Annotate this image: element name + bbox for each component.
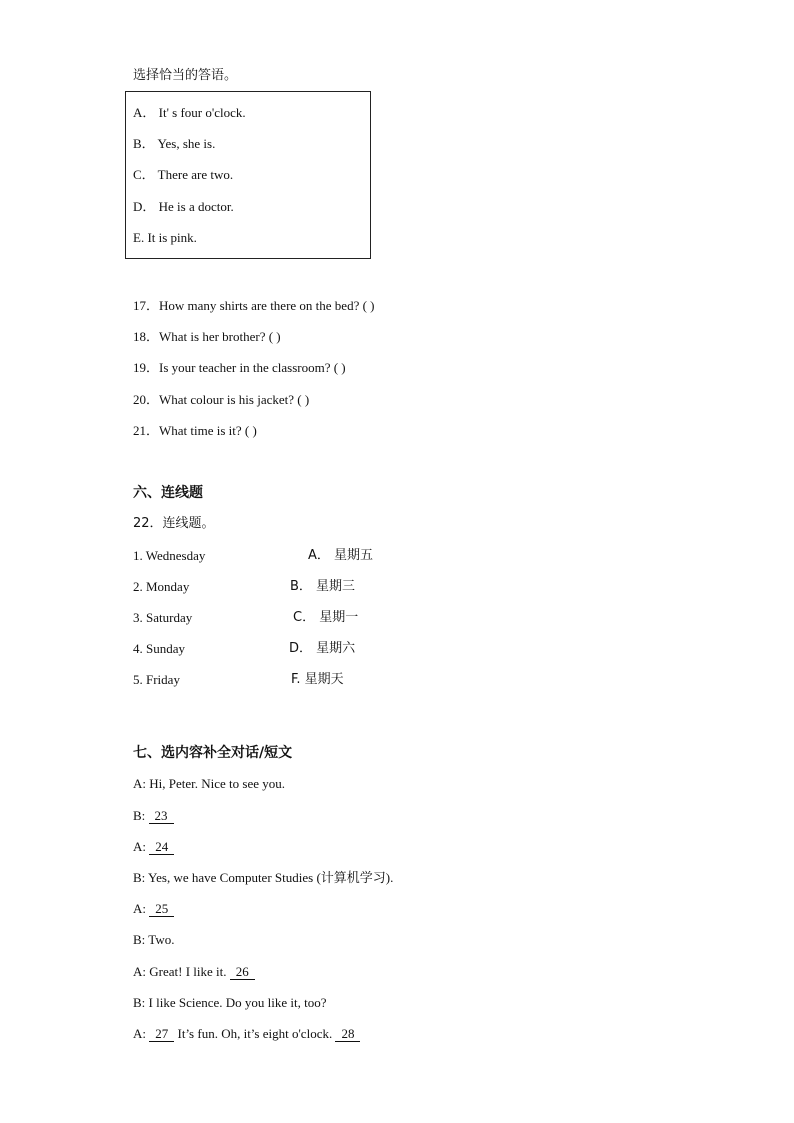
blank-23[interactable]: 23: [149, 809, 174, 824]
match-right-c: C． 星期一: [293, 610, 359, 625]
dialogue-line: A: 24: [133, 839, 174, 855]
match-left-5: 5. Friday: [133, 672, 180, 687]
section6-title: 六、连线题: [133, 485, 203, 501]
match-right-b: B． 星期三: [290, 579, 356, 594]
blank-28[interactable]: 28: [335, 1027, 360, 1042]
dialogue-line: B: 23: [133, 808, 174, 824]
dialogue-line: A: 25: [133, 901, 174, 917]
match-left-4: 4. Sunday: [133, 641, 185, 656]
match-right-d: D． 星期六: [289, 641, 356, 656]
option-b: B． Yes, she is.: [133, 136, 216, 151]
match-left-2: 2. Monday: [133, 579, 190, 594]
section6-question: 22．连线题。: [133, 516, 215, 531]
blank-24[interactable]: 24: [149, 840, 174, 855]
question-19: 19．Is your teacher in the classroom? ( ): [133, 360, 346, 375]
question-20: 20．What colour is his jacket? ( ): [133, 392, 310, 407]
option-c: C． There are two.: [133, 167, 234, 182]
question-17: 17．How many shirts are there on the bed? ( ): [133, 298, 375, 313]
dialogue-line: B: Yes, we have Computer Studies (计算机学习).: [133, 870, 394, 885]
blank-25[interactable]: 25: [149, 902, 174, 917]
dialogue-line: A: Great! I like it. 26: [133, 964, 255, 980]
blank-26[interactable]: 26: [230, 965, 255, 980]
option-a: A． It' s four o'clock.: [133, 105, 246, 120]
match-left-1: 1. Wednesday: [133, 548, 206, 563]
match-right-a: A． 星期五: [308, 548, 374, 563]
dialogue-line: B: Two.: [133, 932, 175, 947]
dialogue-line: A: 27 It’s fun. Oh, it’s eight o'clock. 28: [133, 1026, 360, 1042]
question-18: 18．What is her brother? ( ): [133, 329, 281, 344]
question-21: 21．What time is it? ( ): [133, 423, 257, 438]
dialogue-line: A: Hi, Peter. Nice to see you.: [133, 776, 285, 791]
section7-title: 七、选内容补全对话/短文: [133, 745, 293, 761]
match-right-f: F. 星期天: [291, 672, 344, 687]
match-left-3: 3. Saturday: [133, 610, 193, 625]
option-e: E. It is pink.: [133, 230, 197, 245]
option-d: D． He is a doctor.: [133, 199, 234, 214]
blank-27[interactable]: 27: [149, 1027, 174, 1042]
intro-text: 选择恰当的答语。: [133, 68, 238, 83]
dialogue-line: B: I like Science. Do you like it, too?: [133, 995, 327, 1010]
